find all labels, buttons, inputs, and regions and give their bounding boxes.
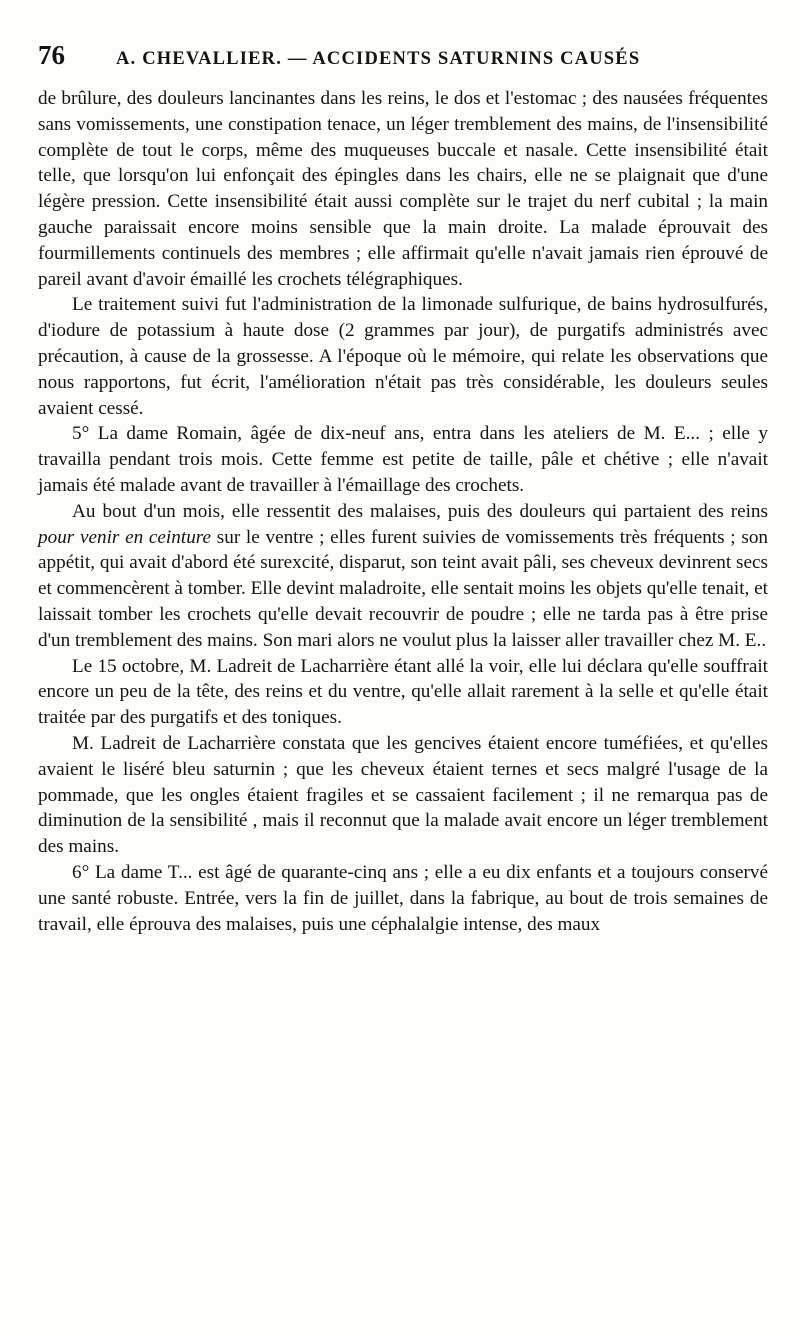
paragraph: Le 15 octobre, M. Ladreit de Lacharrière étant allé la voir, elle lui déclara qu'elle souffrait encore un peu de la tête, des reins et du ventre, qu'elle allait rarement à la selle et qu'elle était traitée par des purgatifs et des toniques. xyxy=(38,655,768,729)
italic-phrase: pour venir en ceinture xyxy=(38,526,212,548)
paragraph: M. Ladreit de Lacharrière constata que les gencives étaient encore tuméfiées, et qu'elles avaient le liséré bleu saturnin ; que les cheveux étaient ternes et secs malgré l'usage de la pommade, que les ongles étaient fragiles et se cassaient facilement ; il ne remarqua pas de diminution de la sensibilité , mais il reconnut que la malade avait encore un léger tremblement des mains. xyxy=(38,732,768,858)
paragraph: de brûlure, des douleurs lancinantes dans les reins, le dos et l'estomac ; des nausées fréquentes sans vomissements, une constipation tenace, un léger tremblement des mains, de l'insensibilité complète de tout le corps, même des muqueuses buccale et nasale. Cette insensibilité était telle, que lorsqu'on lui enfonçait des épingles dans les chairs, elle ne se plaignait que d'une légère pression. Cette insensibilité était aussi complète sur le trajet du nerf cubital ; la main gauche paraissait encore moins sensible que la main droite. La malade éprouvait des fourmillements continuels des membres ; elle affirmait qu'elle n'avait jamais rien éprouvé de pareil avant d'avoir émaillé les crochets télégraphiques. xyxy=(38,88,768,290)
paragraph: 6° La dame T... est âgé de quarante-cinq ans ; elle a eu dix enfants et a toujours conservé une santé robuste. Entrée, vers la fin de juillet, dans la fabrique, au bout de trois semaines de travail, elle éprouva des malaises, puis une céphalalgie intense, des maux xyxy=(38,861,768,935)
page-header xyxy=(38,40,768,80)
paragraph: Le traitement suivi fut l'administration de la limonade sulfurique, de bains hydrosulfurés, d'iodure de potassium à haute dose (2 grammes par jour), de purgatifs administrés avec précaution, à cause de la grossesse. A l'époque où le mémoire, qui relate les observations que nous rapportons, fut écrit, l'amélioration n'était pas très considérable, les douleurs seules avaient cessé. xyxy=(38,294,768,419)
paragraph-text: sur le ventre ; elles furent suivies de vomissements très fréquents ; son appétit, qui avait d'abord été surexcité, disparut, son teint avait pâli, ses cheveux devinrent secs et commencèrent à tomber. Elle devint maladroite, elle sentait moins les objets qu'elle tenait, et laissait tomber les crochets qu'elle devait recouvrir de poudre ; elle ne tarda pas à être prise d'un tremblement des mains. Son mari alors ne voulut plus la laisser aller travailler chez M. E.. xyxy=(38,526,769,651)
page-number: 76 xyxy=(38,40,65,70)
body-text xyxy=(38,86,768,937)
paragraph xyxy=(38,499,768,654)
paragraph-text: Au bout d'un mois, elle ressentit des malaises, puis des douleurs qui partaient des reins xyxy=(72,500,768,522)
paragraph: 5° La dame Romain, âgée de dix-neuf ans, entra dans les ateliers de M. E... ; elle y travailla pendant trois mois. Cette femme est petite de taille, pâle et chétive ; elle n'avait jamais été malade avant de travailler à l'émaillage des crochets. xyxy=(38,423,768,496)
document-page xyxy=(38,40,768,937)
running-head: A. CHEVALLIER. — ACCIDENTS SATURNINS CAUSÉS xyxy=(116,49,641,69)
